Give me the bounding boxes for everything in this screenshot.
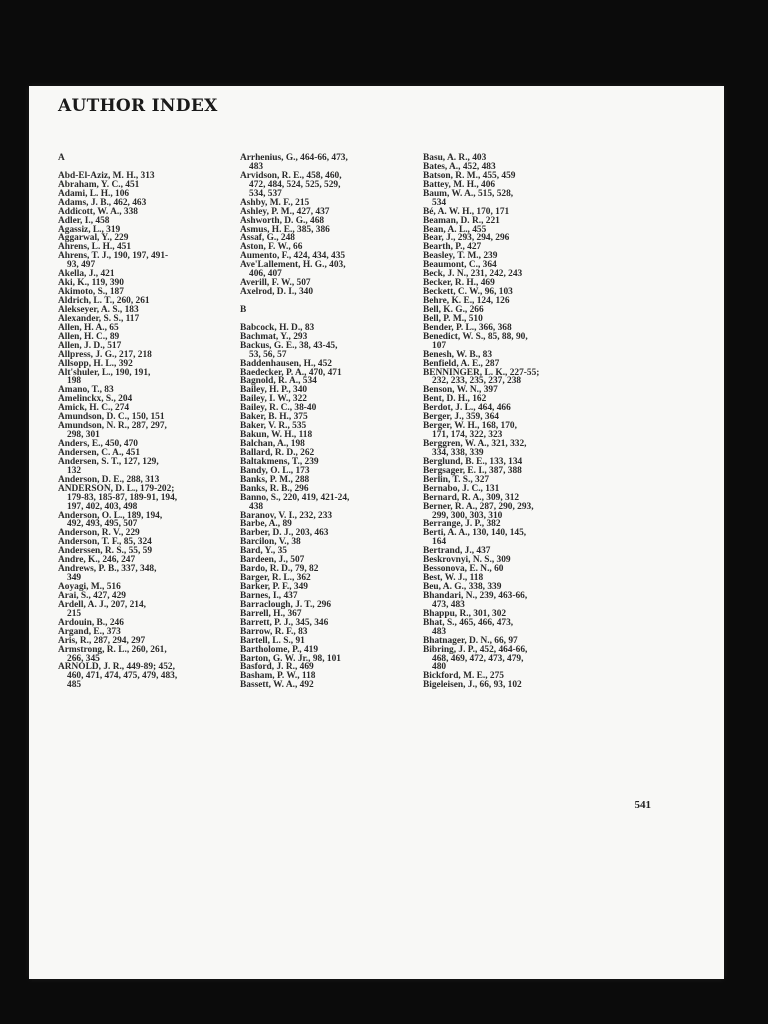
index-entry: Ave'Lallement, H. G., 403, [240,260,346,271]
index-entry: Alt'shuler, L., 190, 191, [58,367,151,378]
index-entry: Bickford, M. E., 275 [423,671,504,682]
index-entry: Beaman, D. R., 221 [423,215,500,226]
index-entry: Barker, P. F., 349 [240,582,308,592]
index-entry: Berggren, W. A., 321, 332, [423,439,527,449]
index-entry: Assaf, G., 248 [240,233,295,244]
index-entry: Barrow, R. F., 83 [240,626,308,637]
index-entry: Berlin, T. S., 327 [423,474,490,485]
index-entry: Amano, T., 83 [58,385,114,396]
index-entry-continuation: 232, 233, 235, 237, 238 [432,376,522,387]
index-entry: Aston, F. W., 66 [240,242,303,253]
index-entry: Bé, A. W. H., 170, 171 [423,206,510,217]
index-entry: Anderson, R. V., 229 [58,528,140,539]
index-entry-continuation: 483 [432,626,447,637]
index-entry: Banno, S., 220, 419, 421-24, [240,492,350,503]
index-entry: Agassiz, L., 319 [58,224,121,235]
index-entry: Berdot, J. L., 464, 466 [423,403,511,414]
index-entry: Arrhenius, G., 464-66, 473, [240,153,348,163]
index-entry: Berger, J., 359, 364 [423,412,499,423]
index-entry-continuation: 485 [67,680,82,691]
index-entry: Aoyagi, M., 516 [58,582,121,592]
spacer [240,297,420,306]
index-entry-continuation: 298, 301 [67,430,100,441]
index-entry: Armstrong, R. L., 260, 261, [58,644,167,655]
index-entry: Baker, V. R., 535 [240,421,307,432]
index-entry: Bhappu, R., 301, 302 [423,608,507,619]
index-entry: Backus, G. E., 38, 43-45, [240,340,338,351]
index-entry-continuation: 171, 174, 322, 323 [432,430,503,441]
index-entry: Allpress, J. G., 217, 218 [58,349,152,360]
index-entry: Bakun, W. H., 118 [240,430,313,441]
index-entry: Andersen, C. A., 451 [58,447,141,458]
index-entry: Adler, I., 458 [58,215,110,226]
index-entry: Barbe, A., 89 [240,519,292,530]
index-entry: Andersen, S. T., 127, 129, [58,456,159,467]
index-entry: Barrett, P. J., 345, 346 [240,617,329,628]
index-entry: Benedict, W. S., 85, 88, 90, [423,331,528,342]
index-entry-continuation: 93, 497 [67,260,96,271]
section-letter: A [58,153,65,163]
index-entry: Ashworth, D. G., 468 [240,215,325,226]
index-entry: Ahrens, T. J., 190, 197, 491- [58,251,169,262]
index-entry-continuation: 438 [249,501,264,512]
index-entry: Bender, P. L., 366, 368 [423,322,512,333]
index-entry: Berglund, B. E., 133, 134 [423,456,523,467]
index-entry: Basford, J. R., 469 [240,662,314,673]
index-entry: Akimoto, S., 187 [58,287,124,298]
index-entry: Bailey, I. W., 322 [240,394,307,405]
scan-mark [662,6,672,22]
index-entry: Barrell, H., 367 [240,608,302,619]
index-entry: Argand, E., 373 [58,626,121,637]
index-entry: Bertrand, J., 437 [423,546,491,557]
index-entry-continuation: 492, 493, 495, 507 [67,519,138,530]
index-entry: Baddenhausen, H., 452 [240,358,332,369]
index-entry: Berger, W. H., 168, 170, [423,421,517,432]
index-entry: Bhatnager, D. N., 66, 97 [423,635,518,646]
index-entry: Bibring, J. P., 452, 464-66, [423,644,528,655]
index-entry: Bartholome, P., 419 [240,644,319,655]
index-entry: Bear, J., 293, 294, 296 [423,233,510,244]
index-entry: Bell, K. G., 266 [423,304,484,315]
index-entry: Amick, H. C., 274 [58,403,130,414]
index-entry: Bell, P. M., 510 [423,313,483,324]
index-entry-continuation: 266, 345 [67,653,100,664]
index-entry: Bassett, W. A., 492 [240,680,314,691]
index-entry: Allen, H. A., 65 [58,322,119,333]
index-entry: Barcilon, V., 38 [240,537,301,548]
index-entry-continuation: 483 [249,161,264,172]
index-entry: ANDERSON, D. L., 179-202; [58,483,175,494]
index-entry: Ardell, A. J., 207, 214, [58,599,147,610]
page-number: 541 [634,799,651,811]
index-entry: Barraclough, J. T., 296 [240,599,332,610]
index-entry: Berner, R. A., 287, 290, 293, [423,501,534,512]
index-entry: Anderson, O. L., 189, 194, [58,510,163,521]
index-entry: ARNOLD, J. R., 449-89; 452, [58,662,175,673]
index-column-3 [423,154,609,690]
index-entry: Basu, A. R., 403 [423,153,487,163]
index-entry-continuation: 473, 483 [432,599,465,610]
index-entry: Bardeen, J., 507 [240,555,305,566]
index-entry-continuation: 179-83, 185-87, 189-91, 194, [67,492,178,503]
index-entry: Anderson, D. E., 288, 313 [58,474,160,485]
index-entry: Anderson, T. F., 85, 324 [58,537,152,548]
index-entry-continuation: 299, 300, 303, 310 [432,510,503,521]
index-entry: Best, W. J., 118 [423,573,484,584]
index-entry: Balchan, A., 198 [240,439,305,449]
index-entry: Bernard, R. A., 309, 312 [423,492,520,503]
index-entry: Bent, D. H., 162 [423,394,487,405]
index-entry: Amundson, N. R., 287, 297, [58,421,167,432]
index-entry: Anders, E., 450, 470 [58,439,138,449]
index-entry: Benson, W. N., 397 [423,385,498,396]
index-entry: Barger, R. L., 362 [240,573,311,584]
index-entry: Barber, D. J., 203, 463 [240,528,329,539]
index-entry: Baranov, V. I., 232, 233 [240,510,333,521]
index-entry-continuation: 215 [67,608,82,619]
index-entry: Andrews, P. B., 337, 348, [58,564,157,575]
index-entry-continuation: 460, 471, 474, 475, 479, 483, [67,671,178,682]
index-entry: Aldrich, L. T., 260, 261 [58,296,150,306]
page-title: AUTHOR INDEX [58,96,218,116]
index-entry: BENNINGER, L. K., 227-55; [423,367,540,378]
index-entry: Babcock, H. D., 83 [240,322,315,333]
index-entry-continuation: 53, 56, 57 [249,349,287,360]
index-entry: Bates, A., 452, 483 [423,161,496,172]
index-entry: Bailey, H. P., 340 [240,385,308,396]
index-entry-continuation: 480 [432,662,447,673]
index-entry: Bergsager, E. I., 387, 388 [423,465,522,476]
index-entry: Benesh, W. B., 83 [423,349,493,360]
index-entry: Baedecker, P. A., 470, 471 [240,367,342,378]
index-entry: Aki, K., 119, 390 [58,278,124,289]
index-entry: Alexander, S. S., 117 [58,313,140,324]
index-entry: Bessonova, E. N., 60 [423,564,504,575]
index-entry-continuation: 334, 338, 339 [432,447,484,458]
index-entry: Bagnold, R. A., 534 [240,376,317,387]
index-entry: Banks, P. M., 288 [240,474,310,485]
index-entry: Alekseyer, A. S., 183 [58,304,139,315]
index-entry: Bean, A. L., 455 [423,224,487,235]
index-entry: Anderssen, R. S., 55, 59 [58,546,153,557]
index-entry: Asmus, H. E., 385, 386 [240,224,330,235]
index-entry: Bachmat, Y., 293 [240,331,308,342]
index-entry: Addicott, W. A., 338 [58,206,138,217]
index-entry: Abraham, Y. C., 451 [58,179,140,190]
index-entry: Beckett, C. W., 96, 103 [423,287,513,298]
index-entry: Akella, J., 421 [58,269,115,280]
index-entry: Batson, R. M., 455, 459 [423,170,516,181]
index-entry: Aris, R., 287, 294, 297 [58,635,146,646]
index-entry: Allen, H. C., 89 [58,331,120,342]
index-entry-continuation: 534 [432,197,447,208]
index-entry: Averill, F. W., 507 [240,278,311,289]
index-entry: Bearth, P., 427 [423,242,482,253]
index-entry: Bardo, R. D., 79, 82 [240,564,319,575]
index-entry: Becker, R. H., 469 [423,278,495,289]
index-column-2 [240,154,420,690]
index-entry: Beasley, T. M., 239 [423,251,498,262]
index-entry: Axelrod, D. I., 340 [240,287,314,298]
index-entry: Adami, L. H., 106 [58,188,130,199]
index-entry: Bernabo, J. C., 131 [423,483,500,494]
index-entry-continuation: 406, 407 [249,269,282,280]
index-entry: Ashley, P. M., 427, 437 [240,206,330,217]
index-entry-continuation: 534, 537 [249,188,282,199]
index-entry: Bhandari, N., 239, 463-66, [423,590,528,601]
index-entry-continuation: 164 [432,537,447,548]
index-entry: Amundson, D. C., 150, 151 [58,412,165,423]
index-entry-continuation: 107 [432,340,447,351]
index-entry: Bard, Y., 35 [240,546,287,557]
index-entry: Bartell, L. S., 91 [240,635,305,646]
index-entry: Benfield, A. E., 287 [423,358,500,369]
index-entry: Baker, B. H., 375 [240,412,308,423]
index-entry: Basham, P. W., 118 [240,671,316,682]
index-entry-continuation: 472, 484, 524, 525, 529, [249,179,341,190]
index-entry-continuation: 197, 402, 403, 498 [67,501,138,512]
index-entry: Arai, S., 427, 429 [58,590,126,601]
index-entry: Aggarwal, Y., 229 [58,233,129,244]
index-entry: Bigeleisen, J., 66, 93, 102 [423,680,522,691]
index-column-1 [58,154,234,690]
index-entry: Baltakmens, T., 239 [240,456,319,467]
index-entry: Allen, J. D., 517 [58,340,122,351]
index-entry: Baum, W. A., 515, 528, [423,188,514,199]
index-entry: Beck, J. N., 231, 242, 243 [423,269,523,280]
index-entry: Allsopp, H. L., 392 [58,358,133,369]
index-entry: Berrange, J. P., 382 [423,519,501,530]
index-entry: Abd-El-Aziz, M. H., 313 [58,170,155,181]
index-entry: Andre, K., 246, 247 [58,555,136,566]
index-entry: Bailey, R. C., 38-40 [240,403,317,414]
index-entry: Behre, K. E., 124, 126 [423,296,510,306]
index-entry: Beskrovnyi, N. S., 309 [423,555,511,566]
index-entry: Barnes, I., 437 [240,590,298,601]
index-entry: Aumento, F., 424, 434, 435 [240,251,346,262]
index-entry: Arvidson, R. E., 458, 460, [240,170,342,181]
index-entry-continuation: 198 [67,376,82,387]
index-entry: Ashby, M. F., 215 [240,197,310,208]
index-entry: Ardouin, B., 246 [58,617,124,628]
index-entry-continuation: 132 [67,465,82,476]
index-entry: Beaumont, C., 364 [423,260,497,271]
index-entry: Amelinckx, S., 204 [58,394,133,405]
index-entry: Berti, A. A., 130, 140, 145, [423,528,527,539]
index-entry-continuation: 349 [67,573,82,584]
index-entry: Ahrens, L. H., 451 [58,242,132,253]
index-entry-continuation: 468, 469, 472, 473, 479, [432,653,524,664]
section-letter: B [240,304,247,315]
index-entry: Battey, M. H., 406 [423,179,496,190]
index-entry: Bandy, O. L., 173 [240,465,310,476]
index-entry: Bhat, S., 465, 466, 473, [423,617,514,628]
index-entry: Ballard, R. D., 262 [240,447,315,458]
index-entry: Beu, A. G., 338, 339 [423,582,502,592]
index-entry: Adams, J. B., 462, 463 [58,197,147,208]
index-entry: Banks, R. B., 296 [240,483,309,494]
index-entry: Barton, G. W. Jr., 98, 101 [240,653,341,664]
